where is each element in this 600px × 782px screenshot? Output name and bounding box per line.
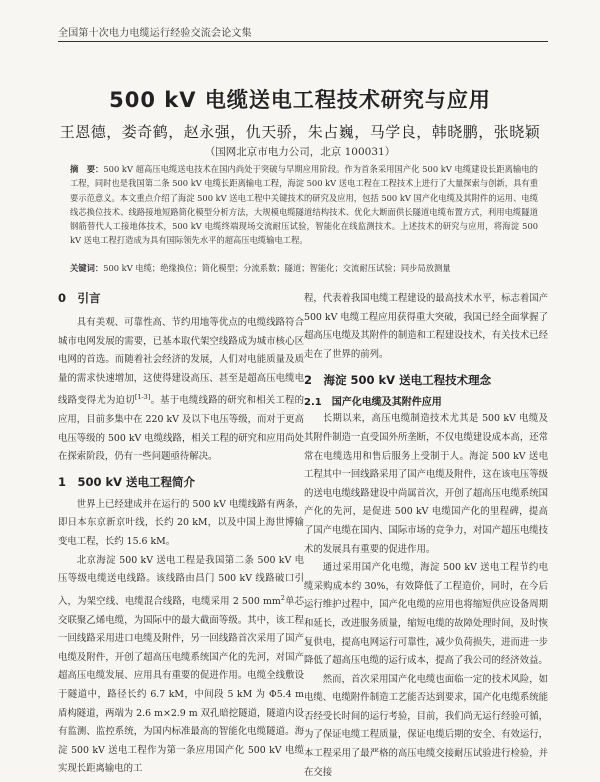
- section-2-title: 2 海淀 500 kV 送电工程技术理念: [304, 373, 492, 388]
- paper-title: 500 kV 电缆送电工程技术研究与应用: [109, 88, 491, 112]
- section-0-paragraph: [58, 314, 304, 467]
- affiliation: （国网北京市电力公司，北京 100031）: [204, 146, 396, 158]
- left-column: [58, 290, 304, 779]
- section-1-text-b: 单芯交联聚乙烯电缆，为国际中的最大截面等级。其中，该工程一回线路采用进口电缆及附件，另一回线路首次采用了国产电缆及附件，开创了超高压电缆系统国产化的先河，对国产超高压电缆发展、应用具有重要的促进作用。电缆全线敷设于隧道中，路径长约 6.7 kM，中间段 5 kM 为 Φ5.4 m 盾构隧道，两端为 2.6 m×2.9 m 双孔暗挖隧道，隧道内设有监测、监控系统，为国内标准最高的智能化电缆隧道。海淀 500 kV 送电工程作为第一条应用国产化 500 kV 电缆实现长距离输电的工: [58, 595, 304, 775]
- section-0-title: 0 引言: [58, 291, 101, 305]
- section-2-1-paragraph-1: 长期以来，高压电缆制造技术尤其是 500 kV 电缆及其附件制造一直受国外所垄断，不仅电缆建设成本高，还常常在电缆选用和售后服务上受制于人。海淀 500 kV 送电工程其中一回线路采用了国产电缆及附件，这在该电压等级的送电电缆线路建设中尚属首次，开创了超高压电缆系统国产化的先河，是促进 500 kV 电缆国产化的里程碑，提高了国产电缆在国内、国际市场的竞争力，对国产超压电缆技术的发展具有重要的促进作用。: [304, 413, 548, 555]
- section-2-1-paragraph-2: 通过采用国产化电缆，海淀 500 kV 送电工程节约电缆采购成本约 30%，有效降低了工程造价，同时，在今后运行维护过程中，国产化电缆的应用也将缩短供应设备周期和延长，改进服务质量，缩短电缆的故障处理时间，及时恢复供电，提高电网运行可靠性，减少负荷损失，进而进一步降低了超高压电缆的运行成本，提高了我公司的经济效益。: [304, 562, 548, 667]
- keywords: [70, 262, 538, 275]
- keywords-label: 关键词：: [70, 263, 104, 273]
- section-1-paragraph-2: [58, 552, 304, 779]
- abstract-text: 500 kV 超高压电缆送电技术在国内尚处于突破与早期应用阶段。作为首条采用国产化 500 kV 电缆建设长距离输电的工程，同时也是我国第二条 500 kV 电缆长距离输电工程，海淀 500 kV 送电工程在工程技术上进行了大量探索与创新，具有重要示范意义。本文重点介绍了海淀 500 kV 送电工程中关键技术的研究及应用，包括 500 kV 国产化电缆及其附件的运用、电缆线芯换位技术、线路接地短路简化模型分析方法，大规模电缆隧道结构技术、优化大断面供长隧道电缆布置方式，利用电缆隧道钢筋替代人工接地体技术，500 kV 电缆终端现场交流耐压试验，智能化在线监测技术。上述技术的研究与应用，将海淀 500 kV 送电工程打造成为具有国际领先水平的超高压电缆输电工程。: [70, 164, 538, 246]
- author-list: 王恩德，娄奇鹤，赵永强，仇天骄，朱占巍，马学良，韩晓鹏，张晓颖: [59, 123, 541, 141]
- section-1-title: 1 500 kV 送电工程简介: [58, 474, 196, 489]
- section-2-1-title: 2.1 国产化电缆及其附件应用: [304, 397, 442, 409]
- section-0-text: 具有美观、可靠性高、节约用地等优点的电缆线路符合城市电网发展的需要，已基本取代架空线路成为城市核心区电网的首选。而随着社会经济的发展，人们对电能质量及质量的需求快速增加，这使得建设高压、甚至是超高压电缆电线路变得尤为迫切: [58, 317, 304, 407]
- abstract-label: 摘 要：: [70, 164, 104, 174]
- right-column: [304, 290, 548, 782]
- continued-paragraph: 程，代表着我国电缆工程建设的最高技术水平，标志着国产 500 kV 电缆工程应用获得重大突破，我国已经全面掌握了超高压电缆及其附件的制造和工程建设技术，有关技术已经走在了世界的前列。: [304, 293, 548, 360]
- running-header: 全国第十次电力电缆运行经验交流会论文集: [58, 28, 252, 39]
- section-2-1-paragraph-3: 然而，首次采用国产化电缆也面临一定的技术风险，如电缆、电缆附件制造工艺能否达到要求，国产化电缆系统能否经受长时间的运行考验，目前，我们尚无运行经验可循，为了保证电缆工程质量，保证电缆后期的安全、有效运行，本工程采用了最严格的高压电缆交接耐压试验进行检验，并在交接: [304, 673, 548, 778]
- unit-superscript: 2: [280, 593, 285, 602]
- keywords-text: 500 kV 电缆；绝缘换位；简化模型；分流系数；隧道；智能化；交流耐压试验；同步局放测量: [103, 263, 451, 273]
- header-rule: [58, 41, 548, 42]
- citation-ref: [1-3]: [134, 393, 151, 402]
- section-1-text-a: 北京海淀 500 kV 送电工程是我国第二条 500 kV 电压等级电缆送电线路。该线路由昌门 500 kV 线路破口引入，为架空线、电缆混合线路，电缆采用 2 500 mm: [58, 554, 304, 607]
- section-0-text-tail: 。基于电缆线路的研究和相关工程的应用，目前多集中在 220 kV 及以下电压等级，而对于更高电压等级的 500 kV 电缆线路，相关工程的研究和应用尚处在探索阶段，仍有一些问题亟待解决。: [58, 395, 304, 463]
- section-1-paragraph-1: 世界上已经建成并在运行的 500 kV 电缆线路有两条，即日本东京新京叶线，长约 20 kM，以及中国上海世博输变电工程，长约 15.6 kM。: [58, 498, 304, 548]
- abstract: [70, 162, 538, 248]
